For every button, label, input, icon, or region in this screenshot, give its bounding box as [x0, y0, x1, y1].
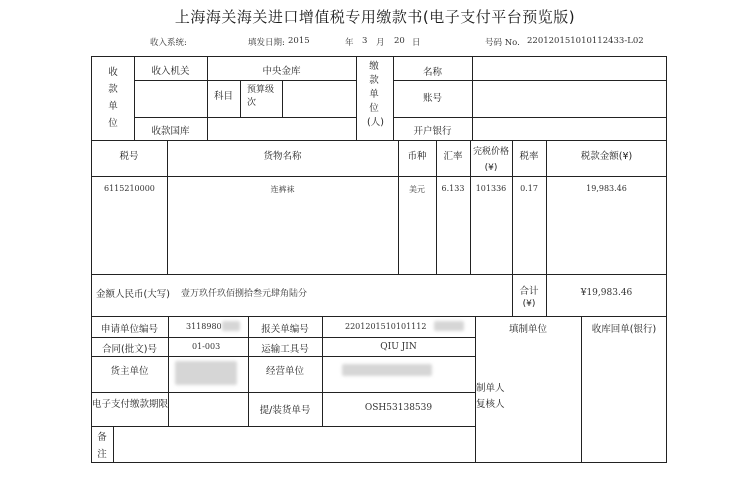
payer-bank-label: 开户银行 [413, 126, 452, 137]
bank-seal-label: 收库回单(银行) [591, 324, 657, 335]
payment-deadline-label: 电子支付缴款期限 [92, 399, 169, 410]
fill-date-year: 2015 [288, 36, 310, 46]
header-tax-amount: 税款金额(¥) [580, 151, 633, 162]
header-tax-rate: 税率 [519, 151, 539, 162]
transport-value: QIU JIN [380, 342, 417, 352]
header-currency: 币种 [407, 151, 427, 162]
remarks-label: 备注 [97, 432, 107, 460]
payer-section-label: 缴款单位(人) [367, 61, 384, 128]
operator-label: 经营单位 [265, 366, 304, 377]
redacted-consignee [175, 361, 237, 385]
redacted-operator [342, 364, 432, 376]
consignee-label: 货主单位 [110, 366, 149, 377]
row-tax-rate: 0.17 [520, 184, 538, 193]
header-goods-name: 货物名称 [263, 151, 302, 162]
row-currency: 美元 [409, 185, 425, 194]
applicant-no-label: 申请单位编号 [100, 324, 158, 335]
contract-no-value: 01-003 [192, 342, 221, 351]
reviewer-label: 复核人 [476, 399, 505, 410]
preparer-label: 制单人 [476, 383, 505, 394]
agency-label: 收入机关 [151, 66, 190, 77]
receiver-section-label: 收款单位 [108, 67, 118, 129]
redacted-declaration-no [434, 321, 464, 331]
issuer-label: 填制单位 [508, 324, 547, 335]
contract-no-label: 合同(批文)号 [102, 344, 157, 355]
payer-account-label: 账号 [422, 93, 442, 104]
header-duty-price: 完税价格(¥) [472, 147, 509, 173]
fill-date-label: 填发日期: [248, 38, 285, 48]
amount-words-label: 金额人民币(大写) [96, 289, 170, 300]
budget-level-label: 预算级次 [247, 85, 275, 108]
total-unit: (¥) [522, 299, 536, 309]
amount-words-value: 壹万玖仟玖佰捌拾叁元肆角陆分 [181, 289, 308, 299]
row-goods-name: 连裤袜 [270, 185, 295, 194]
bill-no-value: OSH53138539 [364, 403, 433, 413]
header-tax-code: 税号 [119, 151, 139, 162]
total-value: ¥19,983.46 [580, 288, 633, 298]
row-duty-price: 101336 [475, 184, 507, 193]
fill-date-month: 3 [362, 36, 368, 46]
header-exchange-rate: 汇率 [443, 151, 463, 162]
row-tax-amount: 19,983.46 [586, 184, 627, 193]
number-label: 号码 No. [485, 38, 520, 48]
transport-label: 运输工具号 [261, 344, 309, 355]
applicant-no-value: 3118980 [186, 322, 222, 331]
subject-label: 科目 [213, 91, 233, 102]
payer-name-label: 名称 [422, 67, 442, 78]
fill-date-month-unit: 月 [376, 38, 385, 48]
system-label: 收入系统: [150, 38, 187, 48]
page-title: 上海海关海关进口增值税专用缴款书(电子支付平台预览版) [174, 8, 576, 26]
treasury-label: 收款国库 [151, 126, 190, 137]
redacted-applicant-no [222, 321, 240, 331]
row-exchange-rate: 6.133 [441, 184, 465, 193]
row-tax-code: 6115210000 [104, 184, 155, 193]
agency-value: 中央金库 [262, 66, 301, 77]
fill-date-year-unit: 年 [345, 38, 354, 48]
declaration-no-value: 2201201510101112 [345, 322, 427, 331]
bill-no-label: 提/装货单号 [259, 405, 311, 416]
total-label: 合计 [519, 286, 539, 297]
declaration-no-label: 报关单编号 [261, 324, 309, 335]
fill-date-day: 20 [394, 36, 405, 46]
number-value: 220120151010112433-L02 [527, 36, 644, 46]
fill-date-day-unit: 日 [412, 38, 421, 48]
